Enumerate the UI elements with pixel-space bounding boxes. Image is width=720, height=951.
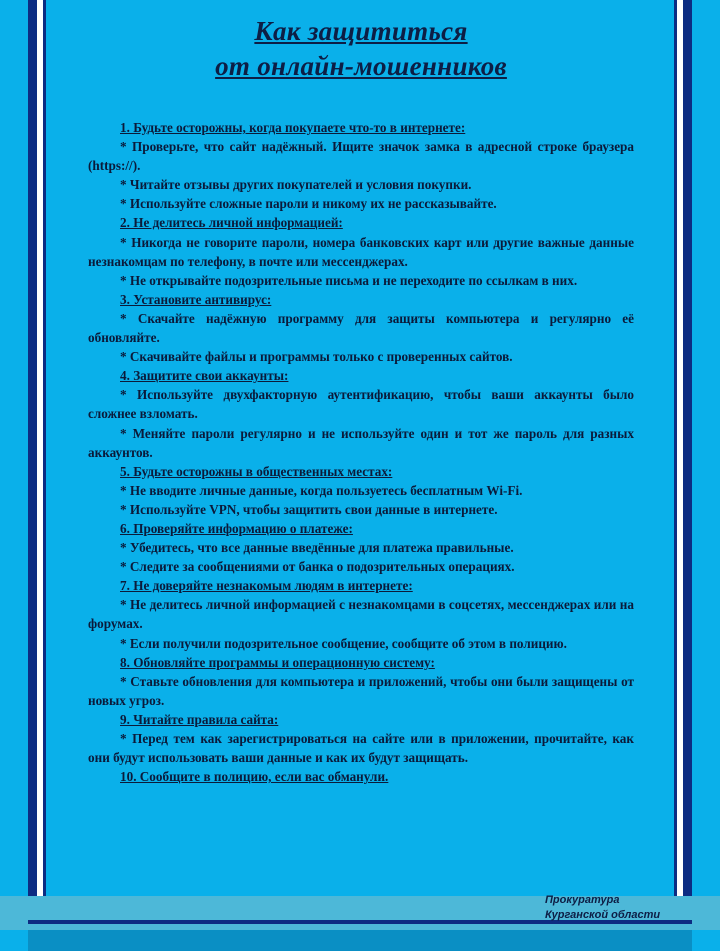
tip-paragraph: * Следите за сообщениями от банка о подозрительных операциях. <box>120 559 515 575</box>
signature <box>545 893 660 923</box>
section-heading <box>88 290 634 309</box>
section-heading-text: 4. Защитите свои аккаунты: <box>120 368 289 384</box>
section-heading <box>88 462 634 481</box>
tip-paragraph: * Не открывайте подозрительные письма и не переходите по ссылкам в них. <box>120 272 578 288</box>
tip-paragraph: * Меняйте пароли регулярно и не используйте один и тот же пароль для разных аккаунтов. <box>88 425 634 460</box>
signature-line-1: Прокуратура <box>545 894 620 906</box>
tip-paragraph: * Перед тем как зарегистрироваться на сайте или в приложении, прочитайте, как они будут использовать ваши данные и как их будут защищать. <box>88 731 634 766</box>
signature-line-2: Курганской области <box>545 909 661 921</box>
section-heading-text: 8. Обновляйте программы и операционную систему: <box>120 654 435 670</box>
tip-paragraph: * Читайте отзывы других покупателей и условия покупки. <box>120 177 472 193</box>
leaflet-content <box>88 14 634 786</box>
title-line-1: Как защититься <box>254 16 468 46</box>
section-heading-text: 10. Сообщите в полицию, если вас обманули. <box>120 769 389 785</box>
section-heading <box>88 213 634 232</box>
section-heading <box>88 366 634 385</box>
tip-paragraph: * Скачайте надёжную программу для защиты компьютера и регулярно её обновляйте. <box>88 310 634 346</box>
section-heading-text: 1. Будьте осторожны, когда покупаете что-то в интернете: <box>120 120 466 135</box>
tip-paragraph: * Скачивайте файлы и программы только с проверенных сайтов. <box>120 349 513 365</box>
tip-paragraph: * Ставьте обновления для компьютера и приложений, чтобы они были защищены от новых угроз. <box>88 673 634 708</box>
section-heading <box>88 519 634 538</box>
tip-paragraph: * Никогда не говорите пароли, номера банковских карт или другие важные данные незнакомцам по телефону, в почте или мессенджерах. <box>88 234 634 269</box>
title-line-2: от онлайн-мошенников <box>215 51 507 81</box>
section-heading-text: 6. Проверяйте информацию о платеже: <box>120 520 353 536</box>
page-title <box>88 14 634 84</box>
section-heading <box>88 653 634 672</box>
section-heading <box>88 767 634 786</box>
tip-paragraph: * Убедитесь, что все данные введённые для платежа правильные. <box>120 540 514 556</box>
section-heading <box>88 576 634 595</box>
tips-list <box>88 118 634 786</box>
bottom-bar <box>28 930 692 951</box>
section-heading-text: 9. Читайте правила сайта: <box>120 711 279 727</box>
tip-paragraph: * Используйте двухфакторную аутентификацию, чтобы ваши аккаунты было сложнее взломать. <box>88 387 634 422</box>
section-heading-text: 2. Не делитесь личной информацией: <box>120 215 343 231</box>
tip-paragraph: * Не делитесь личной информацией с незнакомцами в соцсетях, мессенджерах или на форумах. <box>88 597 634 632</box>
tip-paragraph: * Используйте VPN, чтобы защитить свои данные в интернете. <box>120 501 498 517</box>
tip-paragraph: * Если получили подозрительное сообщение, сообщите об этом в полицию. <box>120 635 567 651</box>
section-heading-text: 7. Не доверяйте незнакомым людям в интернете: <box>120 578 413 594</box>
tip-paragraph: * Используйте сложные пароли и никому их не рассказывайте. <box>120 196 497 212</box>
tip-paragraph: * Не вводите личные данные, когда пользуетесь бесплатным Wi-Fi. <box>120 482 523 498</box>
tip-paragraph: * Проверьте, что сайт надёжный. Ищите значок замка в адресной строке браузера (https://). <box>88 139 634 174</box>
section-heading-text: 3. Установите антивирус: <box>120 291 272 307</box>
section-heading <box>88 118 634 137</box>
section-heading-text: 5. Будьте осторожны в общественных местах: <box>120 463 393 479</box>
section-heading <box>88 710 634 729</box>
